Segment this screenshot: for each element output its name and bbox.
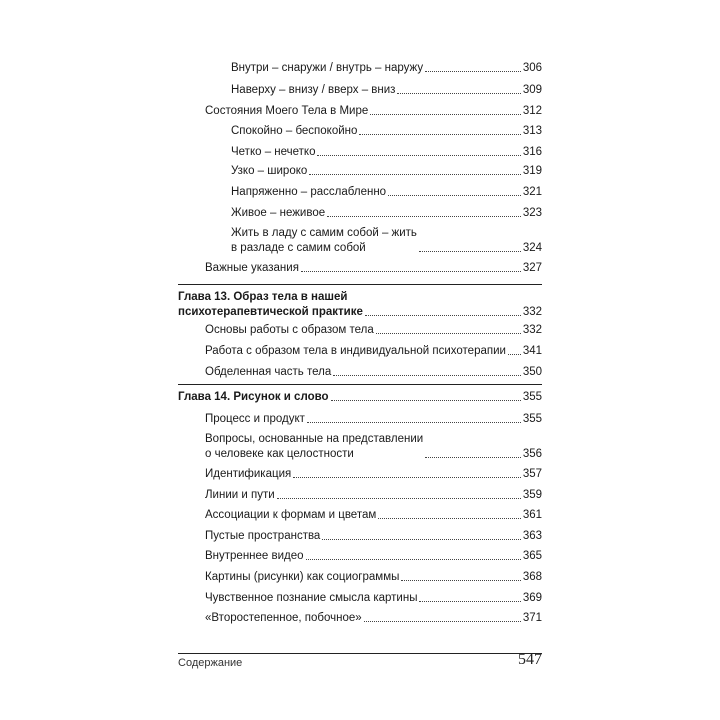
toc-entry-page: 359 bbox=[522, 489, 542, 501]
toc-entry-page: 327 bbox=[522, 262, 542, 274]
toc-entry-title: Узко – широко bbox=[231, 165, 308, 177]
leader-dots bbox=[508, 354, 521, 355]
section-divider bbox=[178, 284, 542, 285]
leader-dots bbox=[388, 195, 521, 196]
toc-entry-title: Четко – нечетко bbox=[231, 146, 316, 158]
leader-dots bbox=[309, 174, 521, 175]
leader-dots bbox=[277, 498, 521, 499]
toc-entry-title-line1: Жить в ладу с самим собой – жить bbox=[231, 227, 417, 239]
toc-entry-page: 357 bbox=[522, 468, 542, 480]
footer-section-title: Содержание bbox=[178, 657, 243, 669]
toc-entry-title: Состояния Моего Тела в Мире bbox=[205, 105, 369, 117]
leader-dots bbox=[307, 422, 521, 423]
toc-entry bbox=[231, 164, 542, 179]
toc-entry-title: Внутреннее видео bbox=[205, 550, 304, 562]
toc-entry-page: 321 bbox=[522, 186, 542, 198]
toc-entry-page: 312 bbox=[522, 105, 542, 117]
toc-entry bbox=[231, 124, 542, 139]
leader-dots bbox=[378, 518, 521, 519]
leader-dots bbox=[370, 114, 521, 115]
toc-entry bbox=[205, 591, 542, 606]
toc-entry bbox=[205, 549, 542, 564]
leader-dots bbox=[376, 333, 521, 334]
footer-rule bbox=[178, 653, 542, 654]
toc-entry-page: 369 bbox=[522, 592, 542, 604]
toc-entry bbox=[231, 206, 542, 221]
leader-dots bbox=[306, 559, 521, 560]
leader-dots bbox=[397, 93, 520, 94]
leader-dots bbox=[425, 71, 521, 72]
toc-entry-title: Чувственное познание смысла картины bbox=[205, 592, 418, 604]
toc-entry-title: Пустые пространства bbox=[205, 530, 321, 542]
toc-entry bbox=[205, 412, 542, 427]
toc-entry-page: 332 bbox=[522, 324, 542, 336]
toc-entry bbox=[231, 83, 542, 98]
chapter-title-line2: психотерапевтической практике bbox=[178, 306, 363, 318]
leader-dots bbox=[419, 601, 520, 602]
toc-entry-page: 306 bbox=[522, 62, 542, 74]
toc-entry bbox=[205, 508, 542, 523]
toc-entry bbox=[205, 570, 542, 585]
chapter-page: 332 bbox=[522, 306, 542, 318]
leader-dots bbox=[331, 400, 521, 401]
toc-entry-title: «Второстепенное, побочное» bbox=[205, 612, 362, 624]
toc-entry-title: Наверху – внизу / вверх – вниз bbox=[231, 84, 396, 96]
toc-entry-page: 313 bbox=[522, 125, 542, 137]
leader-dots bbox=[425, 457, 521, 458]
toc-entry bbox=[231, 185, 542, 200]
toc-entry-page: 356 bbox=[522, 448, 542, 460]
toc-entry-page: 323 bbox=[522, 207, 542, 219]
toc-entry bbox=[205, 323, 542, 338]
toc-entry bbox=[205, 365, 542, 380]
toc-entry-page: 361 bbox=[522, 509, 542, 521]
leader-dots bbox=[365, 315, 521, 316]
toc-entry-title-line1: Вопросы, основанные на представлении bbox=[205, 433, 424, 445]
toc-entry-title-line2: о человеке как целостности bbox=[205, 448, 354, 460]
toc-entry-page: 309 bbox=[522, 84, 542, 96]
toc-entry-page: 363 bbox=[522, 530, 542, 542]
toc-entry-page: 368 bbox=[522, 571, 542, 583]
toc-entry-title: Обделенная часть тела bbox=[205, 366, 332, 378]
leader-dots bbox=[419, 251, 521, 252]
toc-entry-page: 341 bbox=[522, 345, 542, 357]
toc-entry-page: 316 bbox=[522, 146, 542, 158]
toc-entry-page: 350 bbox=[522, 366, 542, 378]
toc-entry-title: Внутри – снаружи / внутрь – наружу bbox=[231, 62, 424, 74]
toc-entry-page: 371 bbox=[522, 612, 542, 624]
footer-page-number: 547 bbox=[518, 651, 542, 668]
toc-chapter bbox=[178, 390, 542, 405]
leader-dots bbox=[317, 155, 520, 156]
toc-entry-title: Важные указания bbox=[205, 262, 299, 274]
toc-entry bbox=[205, 467, 542, 482]
toc-entry-title-line2: в разладе с самим собой bbox=[231, 242, 366, 254]
toc-entry-page: 324 bbox=[522, 242, 542, 254]
chapter-title bbox=[178, 290, 363, 320]
toc-entry-title bbox=[205, 432, 423, 462]
toc-entry-title: Живое – неживое bbox=[231, 207, 326, 219]
toc-entry-title: Картины (рисунки) как социограммы bbox=[205, 571, 400, 583]
toc-entry-title: Работа с образом тела в индивидуальной психотерапии bbox=[205, 345, 506, 357]
toc-entry bbox=[205, 104, 542, 119]
toc-entry-title: Процесс и продукт bbox=[205, 413, 305, 425]
leader-dots bbox=[333, 375, 521, 376]
chapter-title-line1: Глава 13. Образ тела в нашей bbox=[178, 291, 348, 303]
toc-entry bbox=[205, 432, 542, 462]
section-divider bbox=[178, 384, 542, 385]
toc-entry-title: Основы работы с образом тела bbox=[205, 324, 374, 336]
toc-chapter bbox=[178, 290, 542, 320]
chapter-page: 355 bbox=[522, 391, 542, 403]
toc-entry-title: Напряженно – расслабленно bbox=[231, 186, 387, 198]
toc-entry bbox=[205, 488, 542, 503]
toc-entry-title: Линии и пути bbox=[205, 489, 275, 501]
toc-entry-title bbox=[231, 226, 417, 256]
toc-entry-page: 355 bbox=[522, 413, 542, 425]
toc-entry bbox=[205, 611, 542, 626]
leader-dots bbox=[322, 539, 520, 540]
chapter-title: Глава 14. Рисунок и слово bbox=[178, 391, 329, 403]
toc-entry-page: 365 bbox=[522, 550, 542, 562]
toc-entry bbox=[231, 61, 542, 76]
toc-entry-title: Ассоциации к формам и цветам bbox=[205, 509, 377, 521]
leader-dots bbox=[301, 271, 521, 272]
toc-entry-page: 319 bbox=[522, 165, 542, 177]
toc-entry bbox=[231, 226, 542, 256]
leader-dots bbox=[401, 580, 520, 581]
leader-dots bbox=[327, 216, 521, 217]
toc-entry bbox=[231, 145, 542, 160]
toc-entry bbox=[205, 261, 542, 276]
toc-entry-title: Идентификация bbox=[205, 468, 292, 480]
leader-dots bbox=[359, 134, 520, 135]
toc-entry-title: Спокойно – беспокойно bbox=[231, 125, 358, 137]
toc-entry bbox=[205, 529, 542, 544]
leader-dots bbox=[364, 621, 521, 622]
leader-dots bbox=[293, 477, 521, 478]
toc-entry bbox=[205, 344, 542, 359]
